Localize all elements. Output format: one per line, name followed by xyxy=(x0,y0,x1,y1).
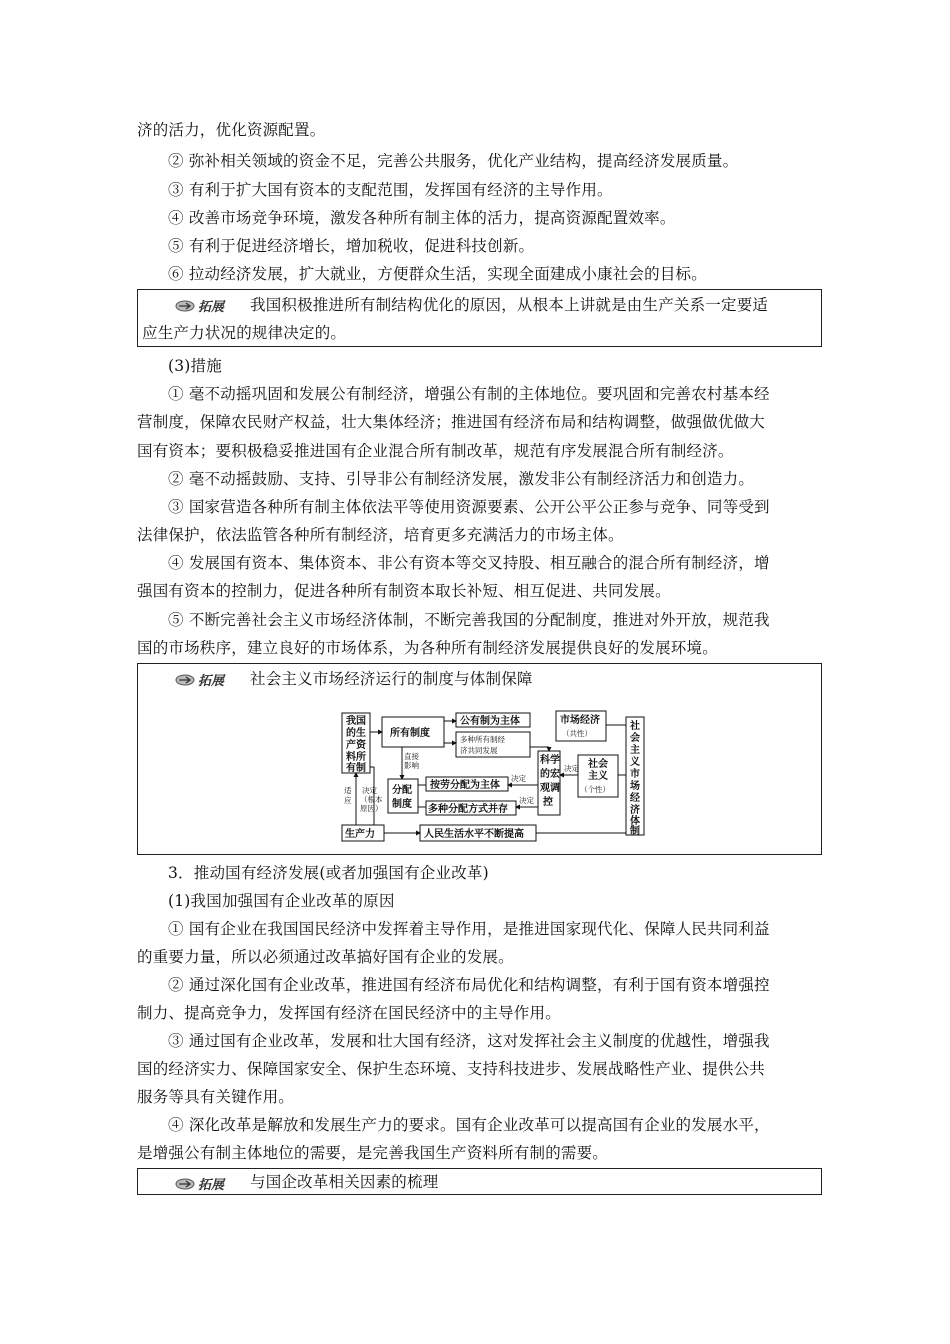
ownership-line: 有制 xyxy=(346,763,366,774)
paragraph-line: 强国有资本的控制力，促进各种所有制资本取长补短、相互促进、共同发展。 xyxy=(137,582,671,600)
paragraph-line: 是增强公有制主体地位的需要，是完善我国生产资料所有制的需要。 xyxy=(137,1144,609,1162)
right-char: 主 xyxy=(630,745,640,756)
multi-own-line: 济共同发展 xyxy=(460,746,498,755)
living-standard-label: 人民生活水平不断提高 xyxy=(424,829,524,840)
right-char: 会 xyxy=(630,733,640,744)
ownership-line: 的生 xyxy=(346,728,366,739)
market-economy-line: （共性） xyxy=(562,729,592,738)
right-char: 经 xyxy=(630,793,640,804)
adapt-line: 适 xyxy=(344,786,352,795)
direct-influence-line: 影响 xyxy=(404,761,419,770)
socialism-line: （个性） xyxy=(580,785,610,794)
right-char: 体 xyxy=(630,816,640,827)
paragraph-line: ④ 改善市场竞争环境，激发各种所有制主体的活力，提高资源配置效率。 xyxy=(168,209,676,227)
hand-pointer-icon xyxy=(175,300,195,312)
extension-title: 社会主义市场经济运行的制度与体制保障 xyxy=(250,670,533,688)
macro-line: 观调 xyxy=(540,783,560,794)
paragraph-line: 国的经济实力、保障国家安全、保护生态环境、支持科技进步、发展战略性产业、提供公共 xyxy=(137,1060,766,1078)
paragraph-line: 法律保护，依法监管各种所有制经济，培育更多充满活力的市场主体。 xyxy=(137,526,624,544)
right-char: 义 xyxy=(630,757,640,768)
distribution-line: 制度 xyxy=(392,799,412,810)
decide-root-line: 决定 xyxy=(362,786,377,795)
decide-label: 决定 xyxy=(564,764,579,773)
decide-label: 决定 xyxy=(511,774,526,783)
public-main-label: 公有制为主体 xyxy=(460,716,520,727)
section-heading: (3)措施 xyxy=(168,357,222,375)
paragraph-line: ③ 有利于扩大国有资本的支配范围，发挥国有经济的主导作用。 xyxy=(168,181,613,199)
decide-root-line: 原因） xyxy=(360,804,383,813)
paragraph-line: 制力、提高竞争力，发挥国有经济在国民经济中的主导作用。 xyxy=(137,1004,561,1022)
ownership-line: 产资 xyxy=(346,740,366,751)
right-char: 场 xyxy=(630,781,640,792)
multi-own-line: 多种所有制经 xyxy=(460,735,505,744)
extension-text-line: 我国积极推进所有制结构优化的原因，从根本上讲就是由生产关系一定要适 xyxy=(250,296,769,314)
socialism-line: 主义 xyxy=(588,771,608,782)
multi-dist-label: 多种分配方式并存 xyxy=(428,804,508,815)
paragraph-line: 的重要力量，所以必须通过改革搞好国有企业的发展。 xyxy=(137,948,514,966)
paragraph-line: ⑥ 拉动经济发展，扩大就业，方便群众生活，实现全面建成小康社会的目标。 xyxy=(168,265,707,283)
paragraph-line: ④ 发展国有资本、集体资本、非公有资本等交叉持股、相互融合的混合所有制经济，增 xyxy=(168,554,770,572)
right-char: 制 xyxy=(630,826,640,837)
system-label: 所有制度 xyxy=(390,728,430,739)
market-economy-line: 市场经济 xyxy=(560,715,600,726)
labor-main-label: 按劳分配为主体 xyxy=(430,780,500,791)
paragraph-line: ③ 通过国有企业改革，发展和壮大国有经济，这对发挥社会主义制度的优越性，增强我 xyxy=(168,1032,770,1050)
paragraph-line: ⑤ 不断完善社会主义市场经济体制，不断完善我国的分配制度，推进对外开放，规范我 xyxy=(168,611,770,629)
economic-system-diagram xyxy=(338,707,646,847)
section-subheading: (1)我国加强国有企业改革的原因 xyxy=(168,892,395,910)
productivity-label: 生产力 xyxy=(345,829,375,840)
macro-line: 科学 xyxy=(540,755,560,766)
paragraph-line: ⑤ 有利于促进经济增长，增加税收，促进科技创新。 xyxy=(168,237,535,255)
right-char: 社 xyxy=(630,721,640,732)
paragraph-line: ① 毫不动摇巩固和发展公有制经济，增强公有制的主体地位。要巩固和完善农村基本经 xyxy=(168,385,770,403)
decide-root-line: （根本 xyxy=(360,795,383,804)
right-char: 济 xyxy=(630,805,640,816)
paragraph-line: 国有资本；要积极稳妥推进国有企业混合所有制改革，规范有序发展混合所有制经济。 xyxy=(137,442,734,460)
socialism-line: 社会 xyxy=(588,759,608,770)
direct-influence-line: 直接 xyxy=(404,752,419,761)
right-char: 市 xyxy=(630,769,640,780)
macro-line: 控 xyxy=(543,797,553,808)
extension-text-line: 应生产力状况的规律决定的。 xyxy=(142,324,347,342)
paragraph-line: ① 国有企业在我国国民经济中发挥着主导作用，是推进国家现代化、保障人民共同利益 xyxy=(168,920,770,938)
ownership-line: 料所 xyxy=(346,752,366,763)
hand-pointer-icon xyxy=(175,1178,195,1190)
paragraph-line: ② 通过深化国有企业改革，推进国有经济布局优化和结构调整，有利于国有资本增强控 xyxy=(168,976,770,994)
paragraph-line: ③ 国家营造各种所有制主体依法平等使用资源要素、公开公平公正参与竞争、同等受到 xyxy=(168,498,770,516)
paragraph-line: 国的市场秩序，建立良好的市场体系，为各种所有制经济发展提供良好的发展环境。 xyxy=(137,639,718,657)
extension-box-3 xyxy=(137,1168,822,1195)
distribution-line: 分配 xyxy=(392,785,412,796)
paragraph-line: ② 弥补相关领域的资金不足，完善公共服务，优化产业结构，提高经济发展质量。 xyxy=(168,152,739,170)
adapt-line: 应 xyxy=(344,796,352,805)
extension-tag: 拓展 xyxy=(175,296,224,315)
paragraph-line: 济的活力，优化资源配置。 xyxy=(137,121,326,139)
decide-label: 决定 xyxy=(519,796,534,805)
section-heading: 3．推动国有经济发展(或者加强国有企业改革) xyxy=(168,864,489,882)
hand-pointer-icon xyxy=(175,674,195,686)
extension-tag: 拓展 xyxy=(175,670,224,689)
paragraph-line: 服务等具有关键作用。 xyxy=(137,1088,295,1106)
paragraph-line: ④ 深化改革是解放和发展生产力的要求。国有企业改革可以提高国有企业的发展水平， xyxy=(168,1116,770,1134)
extension-title: 与国企改革相关因素的梳理 xyxy=(250,1173,439,1191)
paragraph-line: ② 毫不动摇鼓励、支持、引导非公有制经济发展，激发非公有制经济活力和创造力。 xyxy=(168,470,755,488)
macro-line: 的宏 xyxy=(540,769,560,780)
paragraph-line: 营制度，保障农民财产权益，壮大集体经济；推进国有经济布局和结构调整，做强做优做大 xyxy=(137,413,766,431)
extension-tag: 拓展 xyxy=(175,1174,224,1193)
ownership-line: 我国 xyxy=(346,716,366,727)
extension-box-1 xyxy=(137,289,822,347)
